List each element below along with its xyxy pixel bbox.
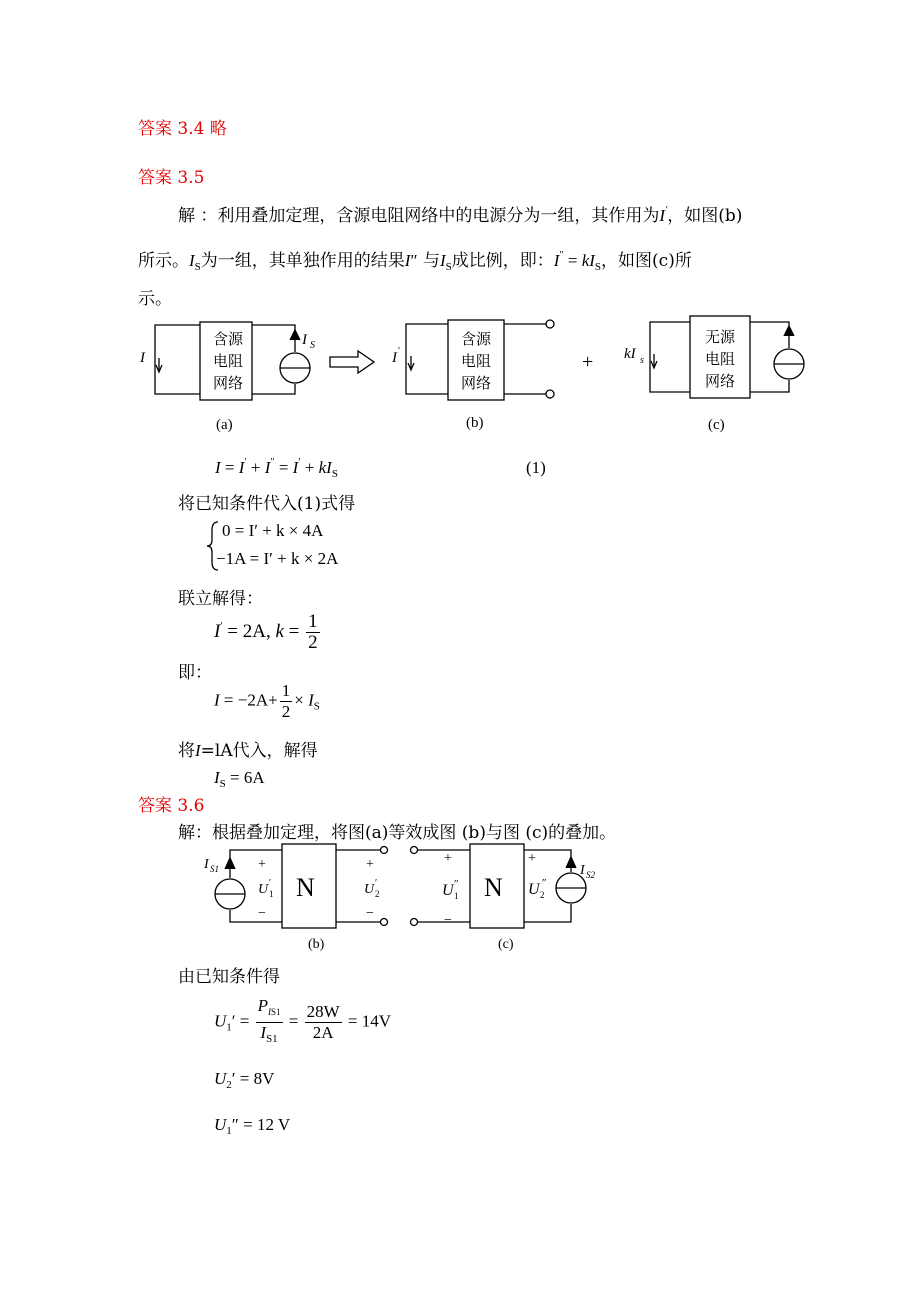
label-I: I — [140, 350, 145, 366]
text-namely: 即： — [178, 663, 212, 683]
system-eq1: 0 = I′ + k × 4A — [222, 521, 324, 540]
answer-3-5-paragraph-line2 — [138, 246, 692, 273]
label-U2-double-prime-mark: ″ — [542, 877, 547, 889]
label-kIs-sub: s — [640, 355, 644, 366]
equation-U2-prime: $U_2' = 8V$ — [214, 1069, 275, 1091]
text-segment: = 6A — [230, 768, 265, 787]
math-I-prime: I′ — [659, 205, 668, 225]
math-Is: $I_S$ — [439, 251, 452, 273]
plus-b-right: + — [366, 857, 374, 872]
figure-3-6-circuits — [196, 836, 616, 956]
label-Is-sub: S — [310, 340, 315, 351]
label-Is: I — [302, 332, 307, 348]
caption-c: (c) — [708, 417, 725, 433]
label-I-prime: I — [392, 350, 397, 366]
text-segment: 成比例，即： — [451, 251, 554, 271]
minus-b-left: − — [258, 906, 266, 921]
text-given: 由已知条件得 — [178, 967, 280, 987]
caption-a: (a) — [216, 417, 233, 433]
text-segment: =lA代入，解得 — [200, 741, 318, 761]
label-kIs: kI — [624, 346, 636, 362]
text-substitute: 将已知条件代入(1)式得 — [178, 494, 356, 514]
label-U1-double-prime-mark: ″ — [454, 878, 459, 890]
plus-b-left: + — [258, 857, 266, 872]
box-b-line3: 网络 — [461, 376, 492, 392]
equation-U1-prime: $U_1'$ = $\frac{P_{IS1}}{I_{S1}}$ = $\frac{28W}{2A}$ = 14V — [214, 996, 391, 1049]
box-b-line1: 含源 — [461, 332, 492, 348]
label-N-c: N — [484, 873, 503, 902]
plus-c-left: + — [444, 851, 452, 866]
equation-U1-double-prime: $U_1'' = 12$ V — [214, 1115, 291, 1137]
equation-1-number: (1) — [526, 458, 546, 477]
caption-c: (c) — [498, 937, 514, 952]
fraction-one-half: $\frac{1}{2}$ — [281, 681, 291, 721]
text-segment: 与 — [417, 251, 440, 271]
figure-3-5-circuits — [130, 310, 820, 440]
text-segment: = 8V — [239, 1069, 275, 1088]
text-segment: ，如图(b) — [667, 206, 743, 226]
label-U2-prime-sub: 2 — [375, 889, 380, 899]
box-c-line3: 网络 — [705, 374, 736, 390]
text-solve: 联立解得： — [178, 589, 263, 609]
label-U1-prime-sub: 1 — [269, 889, 274, 899]
box-b-line2: 电阻 — [461, 354, 492, 370]
text-segment: 所示。 — [138, 251, 189, 271]
minus-b-right: − — [366, 906, 374, 921]
label-Is1-sub: S1 — [210, 864, 219, 874]
result-Is: $I_S = 6A$ — [214, 768, 265, 790]
minus-c-left: − — [444, 913, 452, 928]
label-Is2: I — [580, 863, 585, 878]
answer-3-6-paragraph: 解：根据叠加定理，将图(a)等效成图 (b)与图 (c)的叠加。 — [178, 823, 617, 843]
fraction-P-over-I: $\frac{P_{IS1}}{I_{S1}}$ — [257, 996, 281, 1045]
text-substitute-I: 将I=lA代入，解得 — [178, 741, 318, 761]
caption-b: (b) — [308, 937, 325, 952]
label-U2-double-prime-sub: 2 — [540, 890, 545, 900]
label-U1-double-prime-sub: 1 — [454, 891, 459, 901]
math-Is: $I_S$ — [189, 251, 201, 273]
fraction-denominator: 2A — [312, 1023, 334, 1042]
answer-3-4-heading: 答案 3.4 略 — [138, 119, 227, 139]
equation-I-of-Is: I = −2A+ $\frac{1}{2}$ × $I_S$ — [214, 681, 320, 721]
equation-1: $I = I' + I'' = I' + kI_S$ — [215, 457, 338, 480]
fraction-28W-over-2A — [305, 1002, 342, 1043]
box-a-line2: 电阻 — [213, 354, 244, 370]
text-segment: = 12 V — [243, 1115, 291, 1134]
label-U1-double-prime: U — [442, 882, 454, 899]
label-Is1: I — [204, 857, 209, 872]
math-I-double-prime: I″ — [404, 251, 418, 270]
label-U1-prime-mark: ′ — [269, 878, 272, 889]
text-segment: 为一组，其单独作用的结果 — [200, 251, 405, 271]
fraction-numerator: 28W — [306, 1002, 340, 1021]
solution-Iprime-k: I′ = 2A, k = $\frac{1}{2}$ — [214, 611, 318, 653]
answer-3-5-heading: 答案 3.5 — [138, 168, 205, 188]
answer-3-5-paragraph-line1 — [178, 201, 742, 226]
box-a-line3: 网络 — [213, 376, 244, 392]
caption-b: (b) — [466, 415, 484, 431]
text-segment: ，如图(c)所 — [601, 251, 692, 271]
answer-3-6-heading: 答案 3.6 — [138, 796, 205, 816]
answer-3-5-paragraph-line3: 示。 — [138, 289, 172, 309]
label-N-b: N — [296, 873, 315, 902]
box-a-line1: 含源 — [213, 332, 244, 348]
math-I-double-prime-eq-kIs: $I'' = kI_S$ — [553, 250, 602, 273]
fraction-one-half: $\frac{1}{2}$ — [308, 611, 318, 653]
label-U1-prime: U — [258, 882, 269, 897]
box-c-line2: 电阻 — [705, 352, 736, 368]
box-c-line1: 无源 — [705, 330, 736, 346]
text-segment: 解 ：利用叠加定理，含源电阻网络中的电源分为一组，其作用为 — [178, 206, 660, 226]
label-U2-prime: U — [364, 882, 375, 897]
label-I-prime-mark: ′ — [398, 346, 401, 357]
plus-sign: + — [582, 351, 594, 373]
text-segment: 将 — [178, 741, 195, 761]
label-Is2-sub: S2 — [586, 870, 595, 880]
system-eq2: −1A = I′ + k × 2A — [216, 549, 339, 568]
label-U2-double-prime: U — [528, 881, 540, 898]
label-U2-prime-mark: ′ — [375, 878, 378, 889]
text-segment: = 14V — [347, 1011, 392, 1031]
plus-c-right: + — [528, 851, 536, 866]
